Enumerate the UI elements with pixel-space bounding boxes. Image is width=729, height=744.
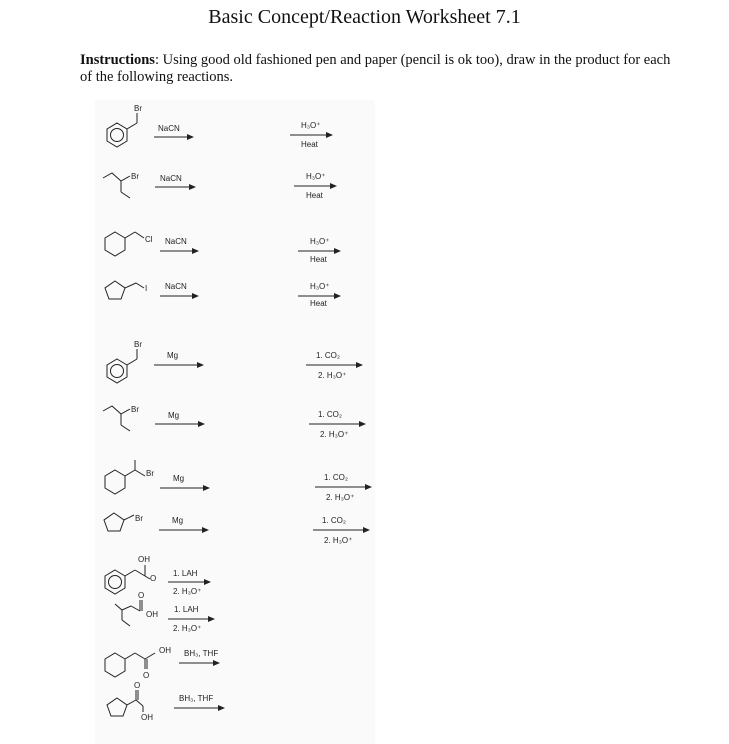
atom-o: O bbox=[143, 671, 150, 680]
reagent-h3o: 2. H₃O⁺ bbox=[173, 624, 202, 633]
structure-cyclohexyl-bromide bbox=[105, 460, 154, 494]
reagent-lah: 1. LAH bbox=[173, 569, 198, 578]
atom-o: O bbox=[138, 591, 145, 600]
reagent-h3o: H₃O⁺ bbox=[310, 282, 330, 291]
reagent-h3o: H₃O⁺ bbox=[301, 121, 321, 130]
reagent-h3o: 2. H₃O⁺ bbox=[326, 493, 355, 502]
atom-br: Br bbox=[131, 172, 139, 181]
reagent-nacn: NaCN bbox=[165, 282, 187, 291]
atom-o: O bbox=[150, 574, 157, 583]
reagent-lah: 1. LAH bbox=[174, 605, 199, 614]
reagent-heat: Heat bbox=[310, 299, 327, 308]
worksheet-title: Basic Concept/Reaction Worksheet 7.1 bbox=[208, 6, 521, 28]
structure-cyclopentylacetic-acid bbox=[107, 681, 153, 722]
reagent-bh3-thf: BH₃, THF bbox=[179, 694, 214, 703]
reagent-co2: 1. CO₂ bbox=[318, 410, 342, 419]
reagent-h3o: H₃O⁺ bbox=[306, 172, 326, 181]
reagent-h3o: H₃O⁺ bbox=[310, 237, 330, 246]
atom-br: Br bbox=[134, 104, 142, 113]
reagent-nacn: NaCN bbox=[165, 237, 187, 246]
structure-branched-carboxylic-acid bbox=[115, 591, 158, 626]
reagent-nacn: NaCN bbox=[158, 124, 180, 133]
structure-benzyl-bromide bbox=[107, 340, 142, 383]
atom-oh: OH bbox=[141, 713, 153, 722]
reagent-bh3-thf: BH₃, THF bbox=[184, 649, 219, 658]
reagent-h3o: 2. H₃O⁺ bbox=[320, 430, 349, 439]
structure-cyclohexylacetic-acid bbox=[105, 646, 171, 680]
reagent-mg: Mg bbox=[172, 516, 184, 525]
reagent-h3o: 2. H₃O⁺ bbox=[173, 587, 202, 596]
structure-alkyl-bromide bbox=[103, 172, 139, 198]
reagent-mg: Mg bbox=[173, 474, 185, 483]
atom-o: O bbox=[134, 681, 141, 690]
instructions-label: Instructions bbox=[80, 52, 155, 68]
reagent-h3o: 2. H₃O⁺ bbox=[318, 371, 347, 380]
atom-oh: OH bbox=[146, 610, 158, 619]
atom-br: Br bbox=[135, 514, 143, 523]
reagent-heat: Heat bbox=[306, 191, 323, 200]
atom-cl: Cl bbox=[145, 235, 153, 244]
reagent-co2: 1. CO₂ bbox=[324, 473, 348, 482]
structure-alkyl-bromide bbox=[103, 405, 139, 431]
structure-phenylacetic-acid bbox=[105, 555, 156, 594]
reagent-heat: Heat bbox=[310, 255, 327, 264]
atom-oh: OH bbox=[159, 646, 171, 655]
structure-bromomethylcyclopentane bbox=[104, 513, 143, 531]
reagent-heat: Heat bbox=[301, 140, 318, 149]
reagent-co2: 1. CO₂ bbox=[322, 516, 346, 525]
structure-iodomethylcyclopentane bbox=[105, 281, 147, 299]
structure-chloromethylcyclohexane bbox=[105, 232, 153, 256]
reagent-mg: Mg bbox=[168, 411, 180, 420]
reagent-mg: Mg bbox=[167, 351, 179, 360]
instructions-text: : Using good old fashioned pen and paper (pencil is ok too), draw in the product for each of the following reactions. bbox=[80, 52, 671, 85]
atom-br: Br bbox=[131, 405, 139, 414]
reagent-h3o: 2. H₃O⁺ bbox=[324, 536, 353, 545]
structure-benzyl-bromide bbox=[107, 104, 142, 147]
atom-oh: OH bbox=[138, 555, 150, 564]
reagent-nacn: NaCN bbox=[160, 174, 182, 183]
atom-br: Br bbox=[134, 340, 142, 349]
atom-br: Br bbox=[146, 469, 154, 478]
atom-i: I bbox=[145, 284, 148, 293]
reagent-co2: 1. CO₂ bbox=[316, 351, 340, 360]
